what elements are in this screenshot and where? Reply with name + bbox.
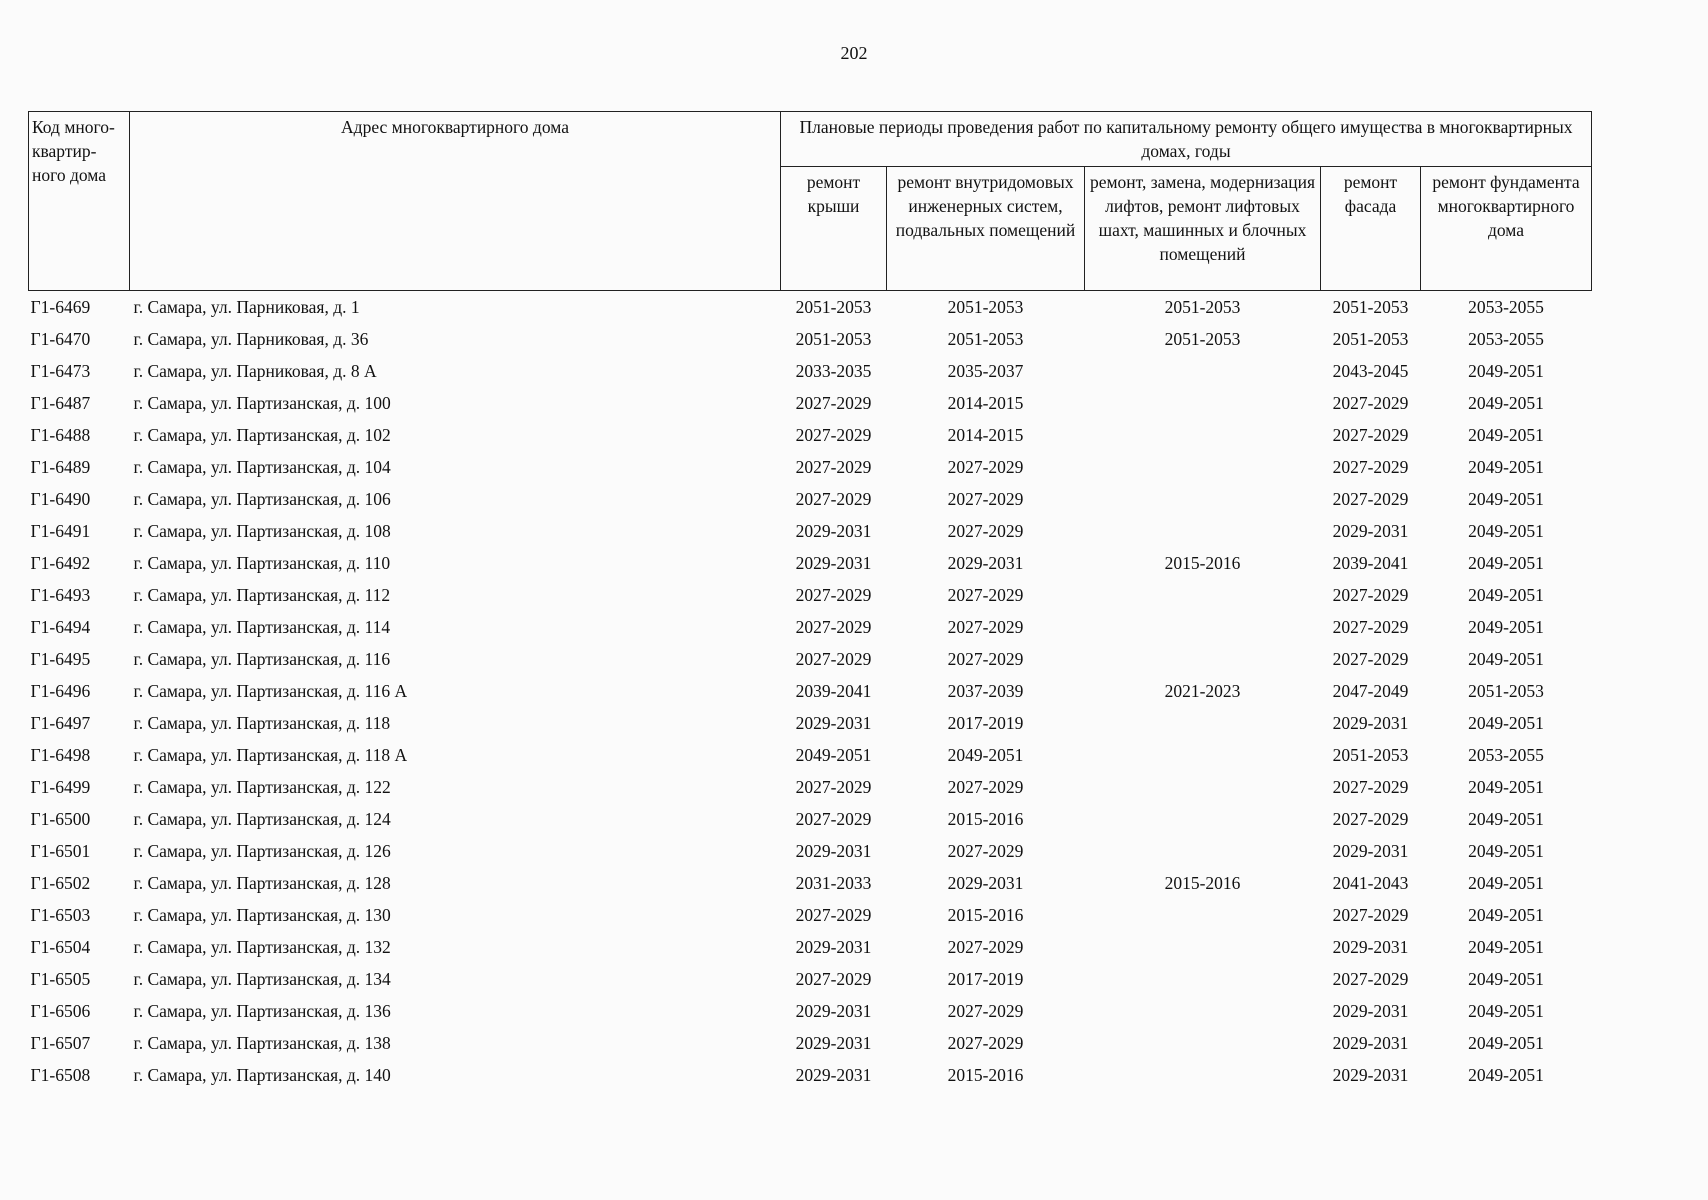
table-row bbox=[29, 387, 1592, 419]
cell-engineering: 2017-2019 bbox=[947, 969, 1024, 989]
cell-engineering: 2027-2029 bbox=[947, 1033, 1024, 1053]
cell-code: Г1-6499 bbox=[30, 777, 91, 797]
cell-address: г. Самара, ул. Партизанская, д. 126 bbox=[133, 841, 391, 861]
cell-foundation: 2049-2051 bbox=[1468, 713, 1544, 733]
cell-address: г. Самара, ул. Партизанская, д. 124 bbox=[133, 809, 391, 829]
cell-facade: 2029-2031 bbox=[1332, 1001, 1409, 1021]
cell-foundation: 2053-2055 bbox=[1468, 297, 1544, 317]
cell-code: Г1-6504 bbox=[30, 937, 91, 957]
cell-code: Г1-6508 bbox=[30, 1065, 91, 1085]
cell-roof: 2029-2031 bbox=[795, 1001, 872, 1021]
cell-foundation: 2053-2055 bbox=[1468, 329, 1544, 349]
cell-engineering: 2027-2029 bbox=[947, 841, 1024, 861]
header-foundation: ремонт фундамента многоквартирного дома bbox=[1421, 167, 1592, 291]
cell-address: г. Самара, ул. Партизанская, д. 118 bbox=[133, 713, 391, 733]
cell-engineering: 2027-2029 bbox=[947, 617, 1024, 637]
cell-roof: 2027-2029 bbox=[795, 425, 872, 445]
table-row bbox=[29, 483, 1592, 515]
cell-address: г. Самара, ул. Партизанская, д. 114 bbox=[133, 617, 391, 637]
cell-facade: 2027-2029 bbox=[1332, 649, 1409, 669]
cell-foundation: 2049-2051 bbox=[1468, 425, 1544, 445]
cell-engineering: 2049-2051 bbox=[947, 745, 1024, 765]
cell-facade: 2043-2045 bbox=[1332, 361, 1409, 381]
cell-address: г. Самара, ул. Партизанская, д. 130 bbox=[133, 905, 391, 925]
cell-address: г. Самара, ул. Партизанская, д. 108 bbox=[133, 521, 391, 541]
cell-code: Г1-6491 bbox=[30, 521, 91, 541]
cell-code: Г1-6498 bbox=[30, 745, 91, 765]
cell-foundation: 2049-2051 bbox=[1468, 1001, 1544, 1021]
cell-roof: 2027-2029 bbox=[795, 969, 872, 989]
cell-foundation: 2049-2051 bbox=[1468, 1065, 1544, 1085]
cell-code: Г1-6490 bbox=[30, 489, 91, 509]
cell-facade: 2051-2053 bbox=[1332, 329, 1409, 349]
cell-address: г. Самара, ул. Партизанская, д. 138 bbox=[133, 1033, 391, 1053]
cell-facade: 2027-2029 bbox=[1332, 393, 1409, 413]
cell-address: г. Самара, ул. Партизанская, д. 122 bbox=[133, 777, 391, 797]
cell-address: г. Самара, ул. Парниковая, д. 8 А bbox=[133, 361, 377, 381]
cell-engineering: 2027-2029 bbox=[947, 585, 1024, 605]
cell-code: Г1-6489 bbox=[30, 457, 91, 477]
cell-address: г. Самара, ул. Парниковая, д. 36 bbox=[133, 329, 369, 349]
table-row bbox=[29, 579, 1592, 611]
cell-roof: 2027-2029 bbox=[795, 489, 872, 509]
cell-elevators: 2051-2053 bbox=[1164, 297, 1241, 317]
cell-elevators: 2021-2023 bbox=[1164, 681, 1241, 701]
cell-facade: 2027-2029 bbox=[1332, 777, 1409, 797]
cell-roof: 2051-2053 bbox=[795, 297, 872, 317]
cell-code: Г1-6497 bbox=[30, 713, 91, 733]
page-number: 202 bbox=[840, 43, 868, 63]
cell-facade: 2027-2029 bbox=[1332, 617, 1409, 637]
cell-code: Г1-6501 bbox=[30, 841, 91, 861]
cell-foundation: 2049-2051 bbox=[1468, 777, 1544, 797]
cell-facade: 2029-2031 bbox=[1332, 841, 1409, 861]
table-row bbox=[29, 739, 1592, 771]
cell-foundation: 2051-2053 bbox=[1468, 681, 1544, 701]
table-row bbox=[29, 803, 1592, 835]
cell-engineering: 2027-2029 bbox=[947, 649, 1024, 669]
cell-engineering: 2015-2016 bbox=[947, 905, 1024, 925]
cell-engineering: 2051-2053 bbox=[947, 329, 1024, 349]
cell-foundation: 2049-2051 bbox=[1468, 1033, 1544, 1053]
cell-address: г. Самара, ул. Партизанская, д. 116 А bbox=[133, 681, 408, 701]
cell-foundation: 2049-2051 bbox=[1468, 361, 1544, 381]
cell-roof: 2029-2031 bbox=[795, 1033, 872, 1053]
cell-engineering: 2027-2029 bbox=[947, 777, 1024, 797]
cell-engineering: 2051-2053 bbox=[947, 297, 1024, 317]
cell-foundation: 2049-2051 bbox=[1468, 553, 1544, 573]
header-elevators: ремонт, замена, модернизация лифтов, ремонт лифтовых шахт, машинных и блочных помещений bbox=[1085, 167, 1321, 291]
cell-facade: 2039-2041 bbox=[1332, 553, 1409, 573]
cell-facade: 2027-2029 bbox=[1332, 425, 1409, 445]
cell-address: г. Самара, ул. Партизанская, д. 116 bbox=[133, 649, 391, 669]
cell-elevators: 2015-2016 bbox=[1164, 553, 1241, 573]
cell-code: Г1-6470 bbox=[30, 329, 91, 349]
cell-address: г. Самара, ул. Парниковая, д. 1 bbox=[133, 297, 360, 317]
cell-facade: 2029-2031 bbox=[1332, 713, 1409, 733]
cell-roof: 2027-2029 bbox=[795, 393, 872, 413]
cell-facade: 2027-2029 bbox=[1332, 489, 1409, 509]
cell-roof: 2029-2031 bbox=[795, 713, 872, 733]
cell-code: Г1-6473 bbox=[30, 361, 91, 381]
cell-code: Г1-6505 bbox=[30, 969, 91, 989]
table-row bbox=[29, 451, 1592, 483]
cell-foundation: 2049-2051 bbox=[1468, 457, 1544, 477]
cell-elevators bbox=[1085, 1027, 1321, 1059]
cell-elevators bbox=[1085, 579, 1321, 611]
cell-elevators bbox=[1085, 899, 1321, 931]
cell-facade: 2041-2043 bbox=[1332, 873, 1409, 893]
cell-foundation: 2049-2051 bbox=[1468, 969, 1544, 989]
cell-engineering: 2029-2031 bbox=[947, 873, 1024, 893]
cell-elevators bbox=[1085, 995, 1321, 1027]
table-body bbox=[29, 291, 1592, 1092]
cell-code: Г1-6487 bbox=[30, 393, 91, 413]
cell-code: Г1-6493 bbox=[30, 585, 91, 605]
cell-code: Г1-6502 bbox=[30, 873, 91, 893]
table-row bbox=[29, 707, 1592, 739]
cell-code: Г1-6469 bbox=[30, 297, 91, 317]
cell-roof: 2033-2035 bbox=[795, 361, 872, 381]
table-row bbox=[29, 995, 1592, 1027]
header-facade: ремонт фасада bbox=[1321, 167, 1421, 291]
cell-facade: 2029-2031 bbox=[1332, 521, 1409, 541]
cell-elevators bbox=[1085, 803, 1321, 835]
cell-elevators: 2015-2016 bbox=[1164, 873, 1241, 893]
cell-roof: 2027-2029 bbox=[795, 809, 872, 829]
cell-elevators bbox=[1085, 771, 1321, 803]
cell-engineering: 2035-2037 bbox=[947, 361, 1024, 381]
cell-foundation: 2049-2051 bbox=[1468, 521, 1544, 541]
cell-code: Г1-6496 bbox=[30, 681, 91, 701]
cell-code: Г1-6507 bbox=[30, 1033, 91, 1053]
cell-roof: 2029-2031 bbox=[795, 521, 872, 541]
cell-elevators bbox=[1085, 515, 1321, 547]
header-engineering: ремонт внутридомовых инженерных систем, подвальных помещений bbox=[887, 167, 1085, 291]
cell-engineering: 2027-2029 bbox=[947, 521, 1024, 541]
cell-address: г. Самара, ул. Партизанская, д. 132 bbox=[133, 937, 391, 957]
repair-schedule-table bbox=[28, 111, 1592, 1091]
cell-elevators bbox=[1085, 483, 1321, 515]
cell-foundation: 2049-2051 bbox=[1468, 937, 1544, 957]
cell-engineering: 2015-2016 bbox=[947, 1065, 1024, 1085]
table-row bbox=[29, 611, 1592, 643]
cell-address: г. Самара, ул. Партизанская, д. 140 bbox=[133, 1065, 391, 1085]
cell-facade: 2051-2053 bbox=[1332, 745, 1409, 765]
cell-foundation: 2053-2055 bbox=[1468, 745, 1544, 765]
cell-address: г. Самара, ул. Партизанская, д. 128 bbox=[133, 873, 391, 893]
table-row bbox=[29, 675, 1592, 707]
cell-engineering: 2037-2039 bbox=[947, 681, 1024, 701]
cell-roof: 2027-2029 bbox=[795, 617, 872, 637]
cell-foundation: 2049-2051 bbox=[1468, 393, 1544, 413]
cell-foundation: 2049-2051 bbox=[1468, 809, 1544, 829]
cell-address: г. Самара, ул. Партизанская, д. 136 bbox=[133, 1001, 391, 1021]
cell-foundation: 2049-2051 bbox=[1468, 489, 1544, 509]
cell-elevators bbox=[1085, 931, 1321, 963]
cell-roof: 2029-2031 bbox=[795, 841, 872, 861]
cell-foundation: 2049-2051 bbox=[1468, 649, 1544, 669]
cell-code: Г1-6506 bbox=[30, 1001, 91, 1021]
cell-facade: 2029-2031 bbox=[1332, 1033, 1409, 1053]
header-address: Адрес многоквартирного дома bbox=[130, 112, 781, 291]
cell-address: г. Самара, ул. Партизанская, д. 118 А bbox=[133, 745, 408, 765]
cell-facade: 2029-2031 bbox=[1332, 1065, 1409, 1085]
cell-engineering: 2027-2029 bbox=[947, 457, 1024, 477]
cell-roof: 2029-2031 bbox=[795, 553, 872, 573]
cell-code: Г1-6488 bbox=[30, 425, 91, 445]
cell-elevators bbox=[1085, 355, 1321, 387]
cell-elevators bbox=[1085, 643, 1321, 675]
table-header bbox=[29, 112, 1592, 291]
table-row bbox=[29, 355, 1592, 387]
cell-code: Г1-6494 bbox=[30, 617, 91, 637]
cell-elevators bbox=[1085, 611, 1321, 643]
table-row bbox=[29, 643, 1592, 675]
cell-address: г. Самара, ул. Партизанская, д. 134 bbox=[133, 969, 391, 989]
cell-code: Г1-6503 bbox=[30, 905, 91, 925]
table-row bbox=[29, 323, 1592, 355]
table-row bbox=[29, 1059, 1592, 1091]
cell-elevators bbox=[1085, 963, 1321, 995]
cell-engineering: 2027-2029 bbox=[947, 1001, 1024, 1021]
header-roof: ремонт крыши bbox=[781, 167, 887, 291]
cell-roof: 2029-2031 bbox=[795, 937, 872, 957]
cell-elevators bbox=[1085, 451, 1321, 483]
table-row bbox=[29, 931, 1592, 963]
table-row bbox=[29, 867, 1592, 899]
table-row bbox=[29, 515, 1592, 547]
cell-elevators: 2051-2053 bbox=[1164, 329, 1241, 349]
cell-roof: 2027-2029 bbox=[795, 457, 872, 477]
table-row bbox=[29, 291, 1592, 324]
cell-facade: 2027-2029 bbox=[1332, 585, 1409, 605]
cell-facade: 2029-2031 bbox=[1332, 937, 1409, 957]
cell-elevators bbox=[1085, 835, 1321, 867]
cell-address: г. Самара, ул. Партизанская, д. 102 bbox=[133, 425, 391, 445]
cell-elevators bbox=[1085, 387, 1321, 419]
cell-roof: 2027-2029 bbox=[795, 777, 872, 797]
table-row bbox=[29, 771, 1592, 803]
table-row bbox=[29, 547, 1592, 579]
cell-roof: 2027-2029 bbox=[795, 585, 872, 605]
cell-elevators bbox=[1085, 707, 1321, 739]
cell-address: г. Самара, ул. Партизанская, д. 104 bbox=[133, 457, 391, 477]
cell-facade: 2027-2029 bbox=[1332, 457, 1409, 477]
cell-facade: 2051-2053 bbox=[1332, 297, 1409, 317]
header-periods: Плановые периоды проведения работ по капитальному ремонту общего имущества в многоквартирных домах, годы bbox=[781, 112, 1592, 167]
cell-roof: 2027-2029 bbox=[795, 649, 872, 669]
cell-code: Г1-6500 bbox=[30, 809, 91, 829]
cell-foundation: 2049-2051 bbox=[1468, 585, 1544, 605]
cell-address: г. Самара, ул. Партизанская, д. 106 bbox=[133, 489, 391, 509]
table-row bbox=[29, 1027, 1592, 1059]
cell-engineering: 2017-2019 bbox=[947, 713, 1024, 733]
cell-facade: 2027-2029 bbox=[1332, 969, 1409, 989]
cell-address: г. Самара, ул. Партизанская, д. 110 bbox=[133, 553, 391, 573]
cell-engineering: 2029-2031 bbox=[947, 553, 1024, 573]
cell-facade: 2027-2029 bbox=[1332, 905, 1409, 925]
table-row bbox=[29, 899, 1592, 931]
cell-engineering: 2014-2015 bbox=[947, 425, 1024, 445]
cell-elevators bbox=[1085, 419, 1321, 451]
cell-code: Г1-6495 bbox=[30, 649, 91, 669]
cell-address: г. Самара, ул. Партизанская, д. 112 bbox=[133, 585, 391, 605]
cell-engineering: 2027-2029 bbox=[947, 937, 1024, 957]
table-row bbox=[29, 835, 1592, 867]
header-code: Код много-квартир-ного дома bbox=[29, 112, 130, 291]
cell-elevators bbox=[1085, 739, 1321, 771]
cell-code: Г1-6492 bbox=[30, 553, 91, 573]
cell-roof: 2039-2041 bbox=[795, 681, 872, 701]
cell-engineering: 2014-2015 bbox=[947, 393, 1024, 413]
cell-foundation: 2049-2051 bbox=[1468, 841, 1544, 861]
table-row bbox=[29, 963, 1592, 995]
cell-foundation: 2049-2051 bbox=[1468, 873, 1544, 893]
cell-roof: 2051-2053 bbox=[795, 329, 872, 349]
cell-facade: 2047-2049 bbox=[1332, 681, 1409, 701]
cell-address: г. Самара, ул. Партизанская, д. 100 bbox=[133, 393, 391, 413]
cell-roof: 2027-2029 bbox=[795, 905, 872, 925]
cell-roof: 2031-2033 bbox=[795, 873, 872, 893]
cell-foundation: 2049-2051 bbox=[1468, 905, 1544, 925]
cell-foundation: 2049-2051 bbox=[1468, 617, 1544, 637]
cell-roof: 2049-2051 bbox=[795, 745, 872, 765]
cell-roof: 2029-2031 bbox=[795, 1065, 872, 1085]
cell-elevators bbox=[1085, 1059, 1321, 1091]
cell-engineering: 2027-2029 bbox=[947, 489, 1024, 509]
cell-engineering: 2015-2016 bbox=[947, 809, 1024, 829]
table-row bbox=[29, 419, 1592, 451]
cell-facade: 2027-2029 bbox=[1332, 809, 1409, 829]
